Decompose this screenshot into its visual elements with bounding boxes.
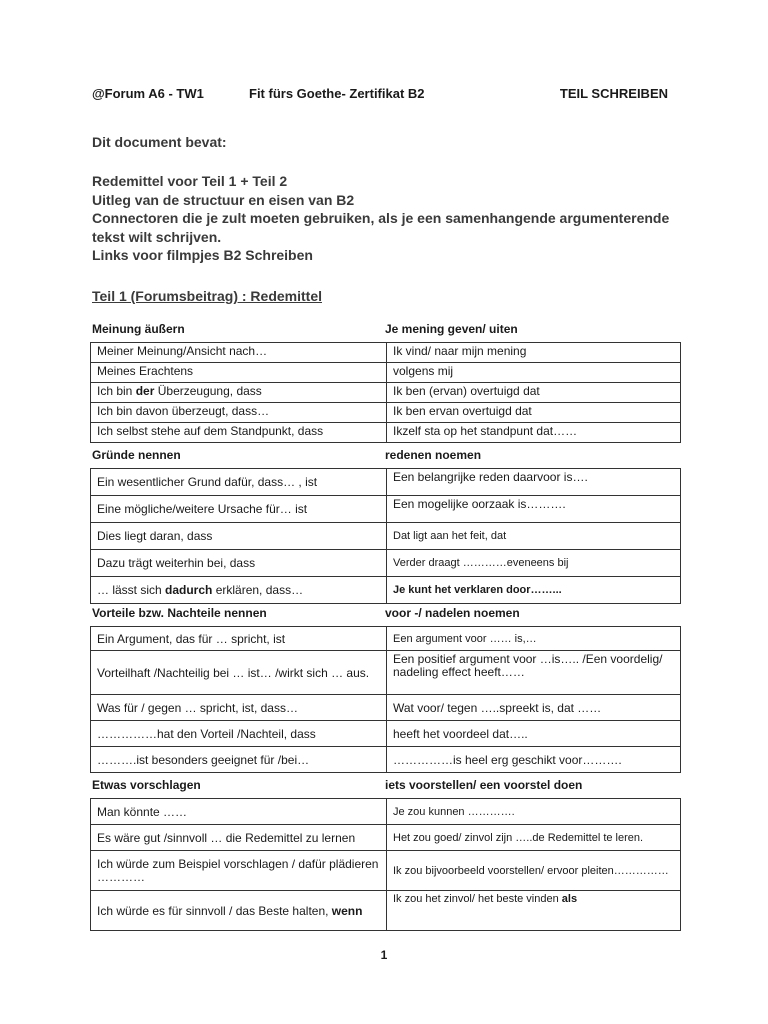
bold-text: der: [135, 384, 155, 398]
redemittel-table: [90, 798, 681, 931]
part-label: TEIL SCHREIBEN: [559, 86, 668, 101]
cell-de: [91, 383, 387, 403]
table-row: [91, 627, 681, 651]
cell-de: Ein wesentlicher Grund dafür, dass… , ist: [91, 469, 387, 496]
table-row: [91, 550, 681, 577]
bold-text: Je kunt het verklaren door……...: [393, 584, 562, 596]
book-title: Fit fürs Goethe- Zertifikat B2: [249, 86, 425, 101]
cell-nl: [387, 891, 681, 931]
table-row: [91, 523, 681, 550]
section-title-nl: redenen noemen: [385, 448, 482, 462]
section-gruende: [90, 448, 678, 604]
intro-item: Connectoren die je zult moeten gebruiken, als je een samenhangende argumenterende tekst wilt schrijven.: [92, 210, 670, 245]
intro-item: Redemittel voor Teil 1 + Teil 2: [92, 173, 288, 189]
table-row: [91, 343, 681, 363]
cell-de: Was für / gegen … spricht, ist, dass…: [91, 695, 387, 721]
section-title-de: Vorteile bzw. Nachteile nennen: [92, 606, 267, 620]
cell-de: Dazu trägt weiterhin bei, dass: [91, 550, 387, 577]
table-row: [91, 721, 681, 747]
page-number: 1: [380, 948, 388, 962]
text: … lässt sich: [97, 583, 166, 597]
redemittel-table: [90, 342, 681, 443]
section-title-de: Etwas vorschlagen: [92, 778, 201, 792]
section-vorteile: [90, 606, 678, 773]
text: Ik zou het zinvol/ het beste vinden: [393, 893, 562, 905]
section-title-nl: Je mening geven/ uiten: [385, 322, 518, 336]
cell-nl: Een argument voor …… is,…: [387, 627, 681, 651]
cell-de: Ich bin davon überzeugt, dass…: [91, 403, 387, 423]
cell-de: Man könnte ……: [91, 799, 387, 825]
text: Überzeugung, dass: [154, 384, 262, 398]
cell-nl: Ik ben ervan overtuigd dat: [387, 403, 681, 423]
cell-de: Ein Argument, das für … spricht, ist: [91, 627, 387, 651]
cell-de: Es wäre gut /sinnvoll … die Redemittel zu lernen: [91, 825, 387, 851]
cell-nl: heeft het voordeel dat…..: [387, 721, 681, 747]
table-row: [91, 577, 681, 604]
section-title-nl: voor -/ nadelen noemen: [385, 606, 520, 620]
table-row: [91, 891, 681, 931]
cell-nl: Wat voor/ tegen …..spreekt is, dat ……: [387, 695, 681, 721]
course-label: @Forum A6 - TW1: [92, 86, 204, 101]
cell-nl: volgens mij: [387, 363, 681, 383]
section-header: [90, 606, 678, 622]
section-header: [90, 448, 678, 464]
cell-nl: Ikzelf sta op het standpunt dat……: [387, 423, 681, 443]
cell-de: Meines Erachtens: [91, 363, 387, 383]
table-row: [91, 747, 681, 773]
table-row: [91, 695, 681, 721]
cell-nl: ……………is heel erg geschikt voor……….: [387, 747, 681, 773]
table-row: [91, 651, 681, 695]
table-row: [91, 825, 681, 851]
table-row: [91, 383, 681, 403]
cell-de: ……………hat den Vorteil /Nachteil, dass: [91, 721, 387, 747]
bold-text: wenn: [331, 903, 363, 918]
table-row: [91, 799, 681, 825]
section-meinung: [90, 322, 678, 443]
cell-de: Vorteilhaft /Nachteilig bei … ist… /wirkt sich … aus.: [91, 651, 387, 695]
teil1-heading: Teil 1 (Forumsbeitrag) : Redemittel: [92, 288, 322, 304]
cell-nl: [387, 577, 681, 604]
section-title-de: Gründe nennen: [92, 448, 181, 462]
cell-nl: Ik vind/ naar mijn mening: [387, 343, 681, 363]
cell-de: [91, 891, 387, 931]
redemittel-table: [90, 626, 681, 773]
redemittel-table: [90, 468, 681, 604]
section-vorschlagen: [90, 778, 678, 931]
intro-item: Uitleg van de structuur en eisen van B2: [92, 191, 355, 208]
table-row: [91, 363, 681, 383]
cell-nl: Een belangrijke reden daarvoor is….: [387, 469, 681, 496]
text: Ich bin: [97, 384, 136, 398]
section-title-nl: iets voorstellen/ een voorstel doen: [385, 778, 583, 792]
cell-nl: Dat ligt aan het feit, dat: [387, 523, 681, 550]
cell-de: ……….ist besonders geeignet für /bei…: [91, 747, 387, 773]
table-row: [91, 469, 681, 496]
cell-de: Dies liegt daran, dass: [91, 523, 387, 550]
cell-de: Ich würde zum Beispiel vorschlagen / dafür plädieren …………: [91, 851, 387, 891]
cell-de: Eine mögliche/weitere Ursache für… ist: [91, 496, 387, 523]
table-row: [91, 851, 681, 891]
text: erklären, dass…: [212, 583, 304, 597]
table-row: [91, 403, 681, 423]
section-header: [90, 778, 678, 794]
cell-nl: Ik ben (ervan) overtuigd dat: [387, 383, 681, 403]
bold-text: als: [561, 893, 578, 905]
cell-nl: Ik zou bijvoorbeeld voorstellen/ ervoor pleiten……………: [387, 851, 681, 891]
cell-nl: Een mogelijke oorzaak is……….: [387, 496, 681, 523]
intro-title: Dit document bevat:: [92, 134, 227, 150]
cell-de: Ich selbst stehe auf dem Standpunkt, dass: [91, 423, 387, 443]
intro-list: [92, 172, 682, 265]
cell-nl: Het zou goed/ zinvol zijn …..de Redemittel te leren.: [387, 825, 681, 851]
cell-nl: Je zou kunnen ………….: [387, 799, 681, 825]
intro-item: Links voor filmpjes B2 Schreiben: [92, 247, 313, 263]
section-title-de: Meinung äußern: [92, 322, 185, 336]
cell-nl: Verder draagt …………eveneens bij: [387, 550, 681, 577]
section-header: [90, 322, 678, 338]
bold-text: dadurch: [165, 583, 213, 597]
table-row: [91, 496, 681, 523]
text: Ich würde es für sinnvoll / das Beste halten,: [97, 903, 332, 918]
cell-de: Meiner Meinung/Ansicht nach…: [91, 343, 387, 363]
cell-nl: Een positief argument voor …is….. /Een voordelig/ nadeling effect heeft……: [387, 651, 681, 695]
cell-de: [91, 577, 387, 604]
table-row: [91, 423, 681, 443]
